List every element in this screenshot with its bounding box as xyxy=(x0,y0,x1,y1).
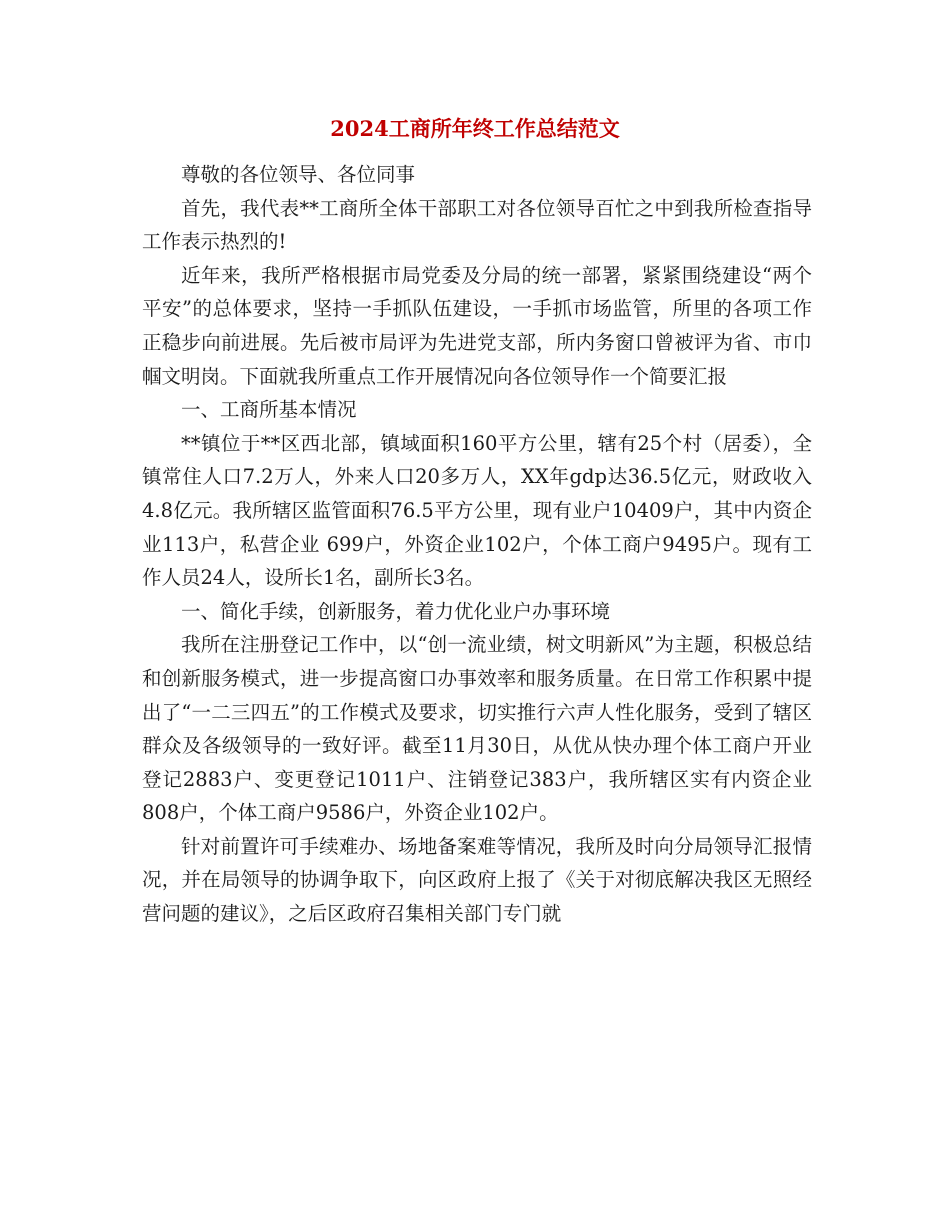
document-title: 2024工商所年终工作总结范文 xyxy=(330,116,620,141)
section-heading-basic-info: 一、工商所基本情况 xyxy=(181,398,357,422)
overview-paragraph: 近年来，我所严格根据市局党委及分局的统一部署，紧紧围绕建设“两个平安”的总体要求，坚持一手抓队伍建设，一手抓市场监管，所里的各项工作正稳步向前进展。先后被市局评为先进党支部，所内务窗口曾被评为省、市巾帼文明岗。下面就我所重点工作开展情况向各位领导作一个简要汇报 xyxy=(142,263,812,388)
registration-paragraph: 我所在注册登记工作中，以“创一流业绩，树文明新风”为主题，积极总结和创新服务模式，进一步提高窗口办事效率和服务质量。在日常工作积累中提出了“一二三四五”的工作模式及要求，切实推行六声人性化服务，受到了辖区群众及各级领导的一致好评。截至11月30日，从优从快办理个体工商户开业登记2883户、变更登记1011户、注销登记383户，我所辖区实有内资企业808户，个体工商户9586户，外资企业102户。 xyxy=(142,633,812,825)
section-heading-service: 一、简化手续，创新服务，着力优化业户办事环境 xyxy=(181,599,611,623)
opening-paragraph: 首先，我代表**工商所全体干部职工对各位领导百忙之中到我所检查指导工作表示热烈的! xyxy=(142,196,812,254)
basic-info-paragraph: **镇位于**区西北部，镇域面积160平方公里，辖有25个村（居委），全镇常住人口7.2万人，外来人口20多万人，XX年gdp达36.5亿元，财政收入4.8亿元。我所辖区监管面积76.5平方公里，现有业户10409户，其中内资企业113户，私营企业 699户，外资企业102户，个体工商户9495户。现有工作人员24人，设所长1名，副所长3名。 xyxy=(142,431,812,590)
document-body xyxy=(142,158,812,931)
permit-paragraph: 针对前置许可手续难办、场地备案难等情况，我所及时向分局领导汇报情况，并在局领导的协调争取下，向区政府上报了《关于对彻底解决我区无照经营问题的建议》，之后区政府召集相关部门专门就 xyxy=(142,834,812,926)
salutation-paragraph: 尊敬的各位领导、各位同事 xyxy=(181,163,416,186)
